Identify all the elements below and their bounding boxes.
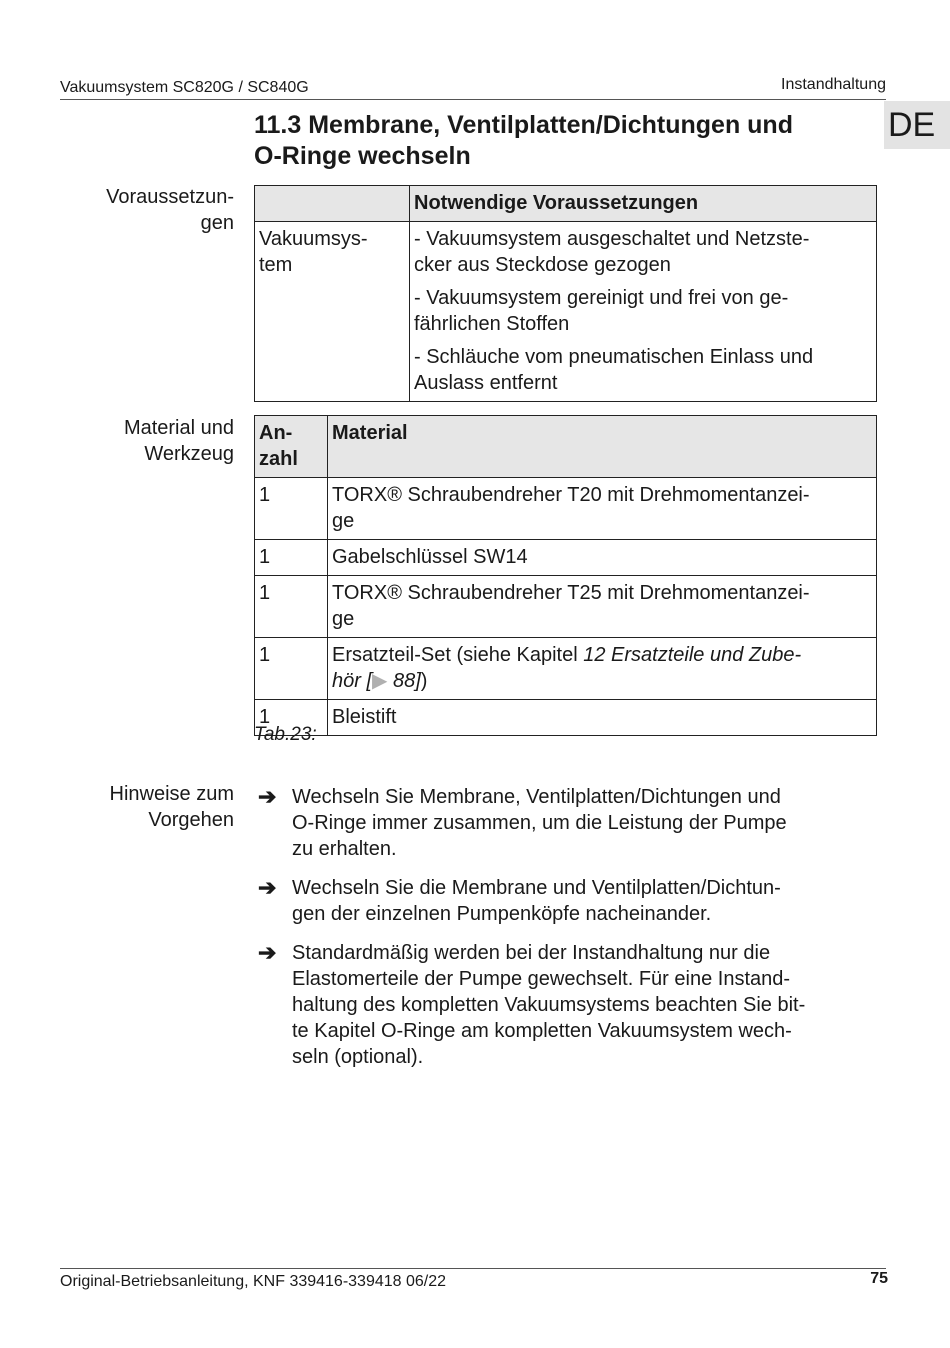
table-header-row bbox=[255, 186, 877, 222]
side-label-notes: Hinweise zum Vorgehen bbox=[109, 783, 234, 831]
section-title-line2: O-Ringe wechseln bbox=[254, 142, 471, 170]
table-row bbox=[255, 576, 877, 638]
material-cell: Bleistift bbox=[328, 700, 877, 736]
prerequisite-item: - Schläuche vom pneumatischen Einlass und Auslass entfernt bbox=[410, 342, 877, 402]
material-table bbox=[254, 415, 877, 736]
quantity-cell: 1 bbox=[255, 700, 328, 736]
quantity-cell: 1 bbox=[255, 638, 328, 700]
list-item: ➔ Wechseln Sie die Membrane und Ventilplatten/Dichtun- gen der einzelnen Pumpenköpfe nacheinander. bbox=[258, 875, 781, 925]
table-caption: Tab.23: bbox=[254, 724, 317, 745]
header-divider bbox=[60, 99, 886, 100]
arrow-right-icon: ➔ bbox=[258, 940, 277, 965]
quantity-cell: 1 bbox=[255, 576, 328, 638]
header-cell-material: Material bbox=[328, 416, 877, 478]
prerequisite-item: - Vakuumsystem gereinigt und frei von ge- fährlichen Stoffen bbox=[410, 283, 877, 342]
section-title bbox=[254, 110, 874, 172]
table-row bbox=[255, 222, 877, 284]
quantity-cell: 1 bbox=[255, 478, 328, 540]
table-row bbox=[255, 478, 877, 540]
quantity-cell: 1 bbox=[255, 540, 328, 576]
table-row bbox=[255, 638, 877, 700]
page-reference-arrow-icon: ▶ bbox=[372, 670, 388, 692]
prerequisite-item: - Vakuumsystem ausgeschaltet und Netzste- cker aus Steckdose gezogen bbox=[410, 222, 877, 284]
header-cell-empty bbox=[255, 186, 410, 222]
footer-divider bbox=[60, 1268, 886, 1269]
material-cell: Gabelschlüssel SW14 bbox=[328, 540, 877, 576]
table-row bbox=[255, 540, 877, 576]
prerequisites-table bbox=[254, 185, 877, 402]
table-row bbox=[255, 700, 877, 736]
list-item: ➔ Standardmäßig werden bei der Instandhaltung nur die Elastomerteile der Pumpe gewechselt. Für eine Instand- haltung des kompletten Vakuumsystems beachten Sie bit- te Kapitel O-Ringe am kompletten Vakuumsystem wech- seln (optional). bbox=[258, 940, 806, 1068]
arrow-right-icon: ➔ bbox=[258, 784, 277, 809]
list-item: ➔ Wechseln Sie Membrane, Ventilplatten/Dichtungen und O-Ringe immer zusammen, um die Leistung der Pumpe zu erhalten. bbox=[258, 784, 787, 860]
material-cell: TORX® Schraubendreher T25 mit Drehmomentanzei- ge bbox=[328, 576, 877, 638]
table-header-row bbox=[255, 416, 877, 478]
header-cell-quantity: An- zahl bbox=[255, 416, 328, 478]
side-label-prerequisites: Voraussetzun- gen bbox=[106, 186, 234, 234]
procedure-notes bbox=[258, 784, 868, 1083]
header-cell-prerequisites: Notwendige Voraussetzungen bbox=[410, 186, 877, 222]
row-label-vacuum-system: Vakuumsys- tem bbox=[255, 222, 410, 402]
chapter-reference-link[interactable]: 12 Ersatzteile und Zube- hör [▶ 88] bbox=[332, 644, 802, 692]
header-chapter-title: Instandhaltung bbox=[781, 76, 886, 93]
material-cell: TORX® Schraubendreher T20 mit Drehmomentanzei- ge bbox=[328, 478, 877, 540]
side-label-material: Material und Werkzeug bbox=[123, 417, 234, 465]
section-title-line1: 11.3 Membrane, Ventilplatten/Dichtungen und bbox=[254, 111, 793, 139]
footer-document-info: Original-Betriebsanleitung, KNF 339416-339418 06/22 bbox=[60, 1273, 447, 1290]
language-tab: DE bbox=[884, 101, 950, 149]
material-cell: Ersatzteil-Set (siehe Kapitel 12 Ersatzteile und Zube- hör [▶ 88]) bbox=[328, 638, 877, 700]
arrow-right-icon: ➔ bbox=[258, 875, 277, 900]
page-number: 75 bbox=[870, 1270, 888, 1287]
header-document-title: Vakuumsystem SC820G / SC840G bbox=[60, 79, 309, 96]
